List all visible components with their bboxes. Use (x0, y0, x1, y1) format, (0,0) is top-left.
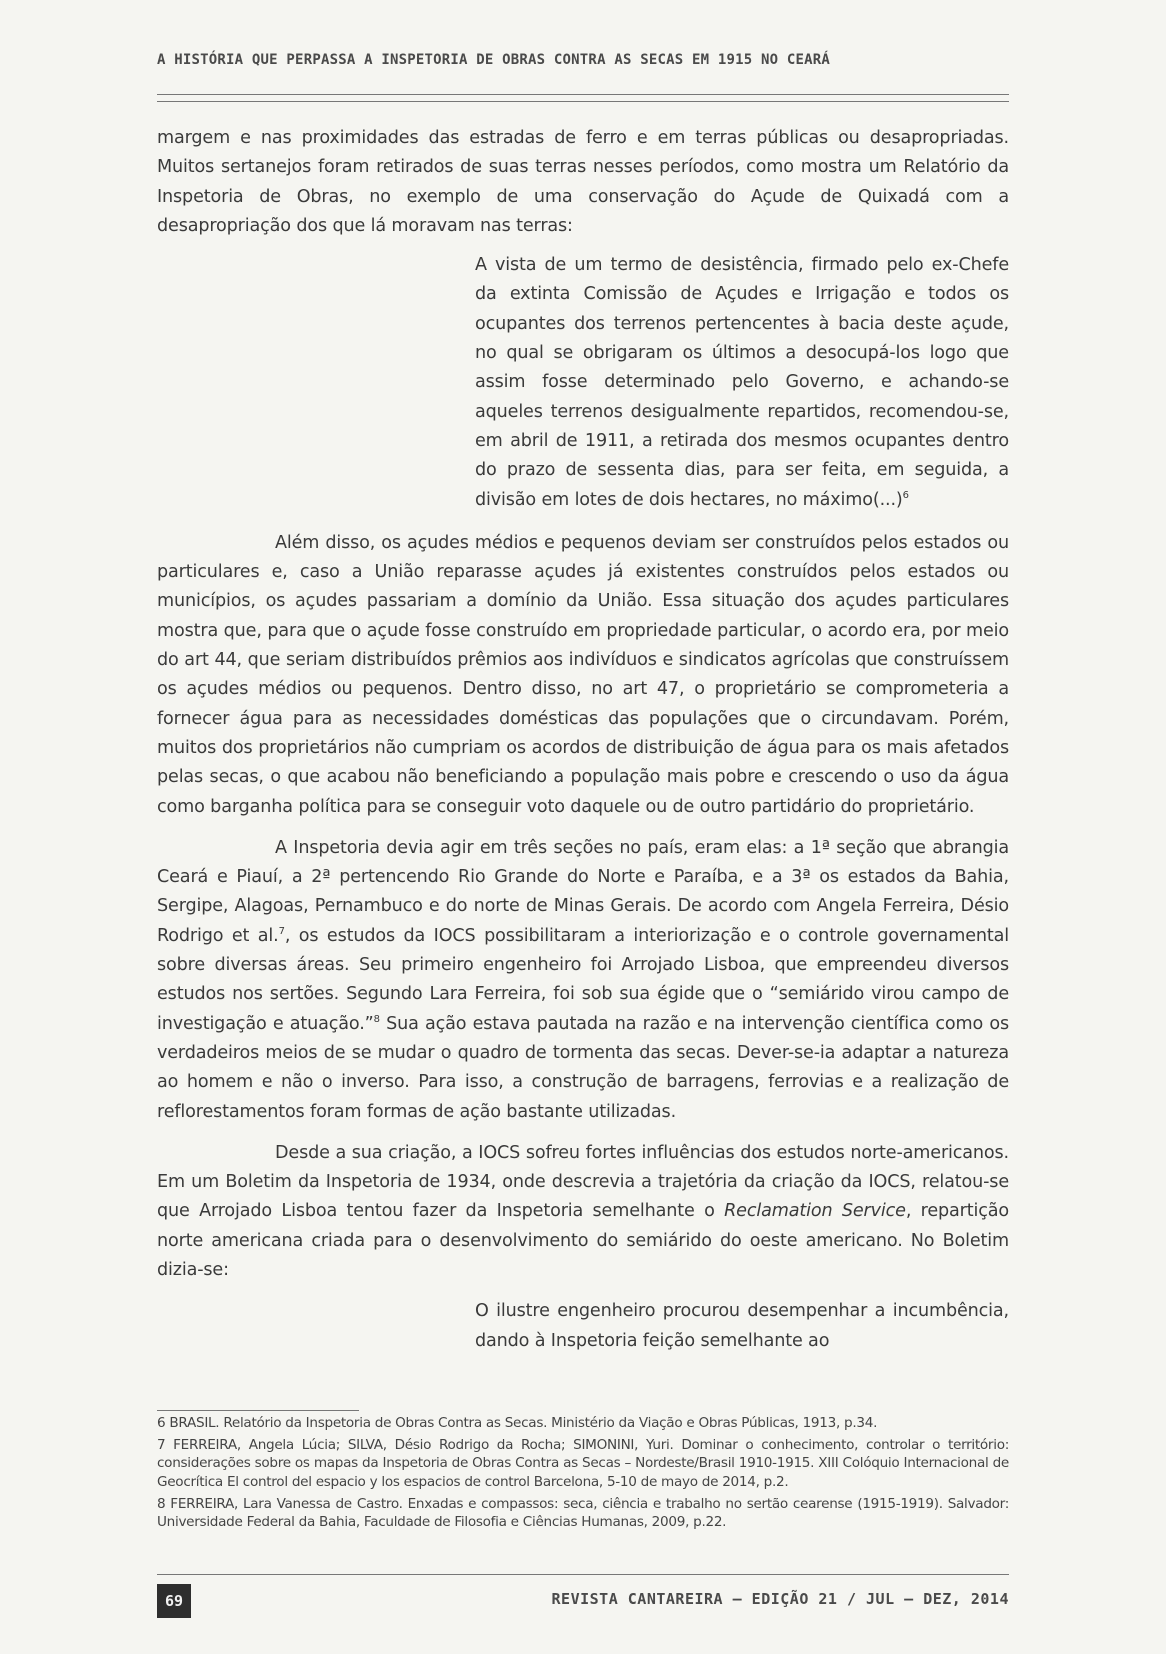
paragraph-4-part-a: Desde a sua criação, a IOCS sofreu fortes influências dos estudos norte-americanos. Em um Boletim da Inspetoria de 1934, onde descrevia a trajetória da criação da IOCS, relatou-se que Arrojado Lisboa tentou fazer da Inspetoria semelhante o (157, 1142, 1009, 1222)
footnote-ref-6[interactable]: 6 (902, 489, 909, 501)
footnote-7: 7 FERREIRA, Angela Lúcia; SILVA, Désio Rodrigo da Rocha; SIMONINI, Yuri. Dominar o conhecimento, controlar o território: considerações sobre os mapas da Inspetoria de Obras Contra as Secas – Nordeste/Brasil 1910-1915. XIII Colóquio Internacional de Geocrítica El control del espacio y los espacios de control Barcelona, 5-10 de mayo de 2014, p.2. (157, 1437, 1009, 1490)
page-number-box: 69 (157, 1584, 191, 1618)
footnotes (157, 1414, 1009, 1535)
paragraph-3-part-a: A Inspetoria devia agir em três seções no país, eram elas: a 1ª seção que abrangia Ceará e Piauí, a 2ª pertencendo Rio Grande do Norte e Paraíba, e a 3ª os estados da Bahia, Sergipe, Alagoas, Pernambuco e do norte de Minas Gerais. De acordo com Angela Ferreira, Désio Rodrigo et al. (157, 837, 1009, 946)
paragraph-4 (157, 1139, 1009, 1285)
paragraph-3-part-b: , os estudos da IOCS possibilitaram a interiorização e o controle governamental sobre diversas áreas. Seu primeiro engenheiro foi Arrojado Lisboa, que empreendeu diversos estudos nos sertões. Segundo Lara Ferreira, foi sob sua égide que o “semiárido virou campo de investigação e atuação.” (157, 925, 1009, 1034)
footnote-6: 6 BRASIL. Relatório da Inspetoria de Obras Contra as Secas. Ministério da Viação e Obras Públicas, 1913, p.34. (157, 1415, 878, 1431)
block-quote-2: O ilustre engenheiro procurou desempenhar a incumbência, dando à Inspetoria feição semelhante ao (475, 1301, 1009, 1351)
footnote-8: 8 FERREIRA, Lara Vanessa de Castro. Enxadas e compassos: seca, ciência e trabalho no sertão cearense (1915-1919). Salvador: Universidade Federal da Bahia, Faculdade de Filosofia e Ciências Humanas, 2009, p.22. (157, 1495, 1009, 1531)
paragraph-2: Além disso, os açudes médios e pequenos deviam ser construídos pelos estados ou particulares e, caso a União reparasse açudes já existentes construídos pelos estados ou municípios, os açudes passariam a domínio da União. Essa situação dos açudes particulares mostra que, para que o açude fosse construído em propriedade particular, o acordo era, por meio do art 44, que seriam distribuídos prêmios aos indivíduos e sindicatos agrícolas que construíssem os açudes médios ou pequenos. Dentro disso, no art 47, o proprietário se comprometeria a fornecer água para as necessidades domésticas das populações que o circundavam. Porém, muitos dos proprietários não cumpriam os acordos de distribuição de água para os mais afetados pelas secas, o que acabou não beneficiando a população mais pobre e crescendo o uso da água como barganha política para se conseguir voto daquele ou de outro partidário do proprietário. (157, 532, 1009, 817)
paragraph-3-part-c: Sua ação estava pautada na razão e na intervenção científica como os verdadeiros meios de se mudar o quadro de tormenta das secas. Dever-se-ia adaptar a natureza ao homem e não o inverso. Para isso, a construção de barragens, ferrovias e a realização de reflorestamentos foram formas de ação bastante utilizadas. (157, 1013, 1009, 1122)
footnote-ref-8[interactable]: 8 (373, 1013, 380, 1025)
running-head-title: A HISTÓRIA QUE PERPASSA A INSPETORIA DE OBRAS CONTRA AS SECAS EM 1915 NO CEARÁ (157, 52, 831, 68)
block-quote-1 (475, 251, 1009, 515)
footer-rule (157, 1574, 1009, 1575)
block-quote-1-text: A vista de um termo de desistência, firmado pelo ex-Chefe da extinta Comissão de Açudes e Irrigação e todos os ocupantes dos terrenos pertencentes à bacia deste açude, no qual se obrigaram os últimos a desocupá-los logo que assim fosse determinado pelo Governo, e achando-se aqueles terrenos desigualmente repartidos, recomendou-se, em abril de 1911, a retirada dos mesmos ocupantes dentro do prazo de sessenta dias, para ser feita, em seguida, a divisão em lotes de dois hectares, no máximo(...) (475, 255, 1009, 510)
body-text (157, 124, 1009, 1356)
footnote-separator (157, 1410, 359, 1411)
header-double-rule (157, 94, 1009, 102)
reclamation-service-term: Reclamation Service (724, 1201, 906, 1222)
paragraph-1: margem e nas proximidades das estradas de ferro e em terras públicas ou desapropriadas. Muitos sertanejos foram retirados de suas terras nesses períodos, como mostra um Relatório da Inspetoria de Obras, no exemplo de uma conservação do Açude de Quixadá com a desapropriação dos que lá moravam nas terras: (157, 128, 1009, 236)
paragraph-3 (157, 834, 1009, 1127)
journal-footer: REVISTA CANTAREIRA – EDIÇÃO 21 / JUL – DEZ, 2014 (551, 1590, 1009, 1608)
paragraph-4-part-b: , repartição norte americana criada para o desenvolvimento do semiárido do oeste americano. No Boletim dizia-se: (157, 1201, 1009, 1280)
footnote-ref-7[interactable]: 7 (278, 925, 285, 937)
